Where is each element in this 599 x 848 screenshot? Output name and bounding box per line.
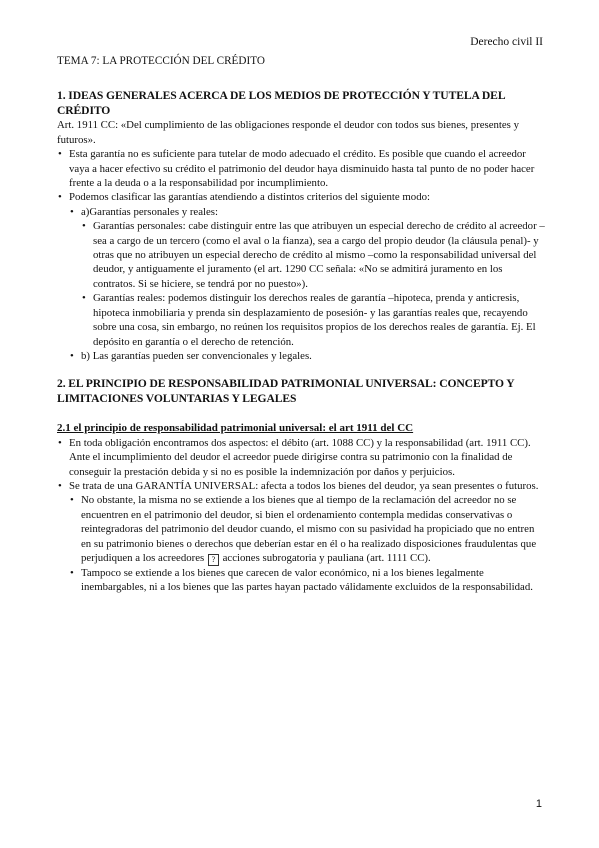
course-header: Derecho civil II [470,36,543,48]
list-item [57,190,547,363]
document-body [57,54,547,595]
missing-glyph-icon: ? [208,554,219,566]
document-title: TEMA 7: LA PROTECCIÓN DEL CRÉDITO [57,55,265,67]
list-item-text: Podemos clasificar las garantías atendiendo a distintos criterios del siguiente modo: [69,191,431,204]
list-item: • Tampoco se extiende a los bienes que carecen de valor económico, ni a los bienes legalmente inembargables, ni a los bienes que las partes hayan pactado válidamente excluidos de la responsabilidad. [69,566,547,595]
section-2-list [57,436,547,595]
list-item-text: acciones subrogatoria y pauliana (art. 1111 CC). [222,551,431,564]
section-2-1-heading: 2.1 el principio de responsabilidad patrimonial universal: el art 1911 del CC [57,422,414,435]
section-2-heading: 2. EL PRINCIPIO DE RESPONSABILIDAD PATRIMONIAL UNIVERSAL: CONCEPTO Y LIMITACIONES VOLUNTARIAS Y LEGALES [57,377,515,406]
guarantee-types-list [81,219,547,349]
list-item-text: a)Garantías personales y reales: [81,205,218,218]
list-item: • Garantías personales: cabe distinguir entre las que atribuyen un especial derecho de crédito al acreedor –sea a cargo de un tercero (como el aval o la fianza), sea a cargo del propio deudor (la cláusula penal)- y otras que no atribuyen un especial derecho de crédito al mismo –como la responsabilidad universal del deudor, y antiguamente el juramento (el art. 1290 CC señala: «No se admitirá juramento en los contratos. Si se hiciere, se tendrá por no puesto»). [81,219,547,291]
list-item: • Garantías reales: podemos distinguir los derechos reales de garantía –hipoteca, prenda y anticresis, hipoteca inmobiliaria y prenda sin desplazamiento de posesión- y las garantías reales que, recayendo sobre una cosa, sin embargo, no reúnen los requisitos propios de los derechos reales de garantía. Ej. El depósito en garantía o el derecho de retención. [81,291,547,349]
list-item-text: No obstante, la misma no se extiende a los bienes que al tiempo de la reclamación del acreedor no se encuentren en el patrimonio del deudor, si bien el ordenamiento contempla medidas conservativas o reintegradoras del patrimonio del deudor cuando, el mismo con su pasividad ha propiciado que no entren en su patrimonio bienes o derechos que deberían estar en él o ha realizado disposiciones fraudulentas que perjudiquen a los acreedores [81,494,537,564]
classification-list [69,205,547,363]
limitations-list [69,493,547,594]
list-item [57,479,547,595]
list-item: • b) Las garantías pueden ser convencionales y legales. [69,349,547,363]
list-item-text: Se trata de una GARANTÍA UNIVERSAL: afecta a todos los bienes del deudor, ya sean presentes o futuros. [69,479,539,492]
section-1-heading: 1. IDEAS GENERALES ACERCA DE LOS MEDIOS DE PROTECCIÓN Y TUTELA DEL CRÉDITO [57,89,505,118]
list-item [69,205,547,349]
list-item [69,493,547,566]
section-1-list [57,147,547,363]
list-item: • Esta garantía no es suficiente para tutelar de modo adecuado el crédito. Es posible que cuando el acreedor vaya a hacer efectivo su crédito el patrimonio del deudor haya disminuido hasta tal punto de no poder hacer frente a la deuda o a la responsabilidad por incumplimiento. [57,147,547,190]
page-number: 1 [535,798,542,810]
list-item: • En toda obligación encontramos dos aspectos: el débito (art. 1088 CC) y la responsabilidad (art. 1911 CC). Ante el incumplimiento del deudor el acreedor puede dirigirse contra su patrimonio con la finalidad de conseguir la prestación debida y si no es posible la indemnización por daños y perjuicios. [57,436,547,479]
section-1-intro: Art. 1911 CC: «Del cumplimiento de las obligaciones responde el deudor con todos sus bienes, presentes y futuros». [57,119,519,146]
